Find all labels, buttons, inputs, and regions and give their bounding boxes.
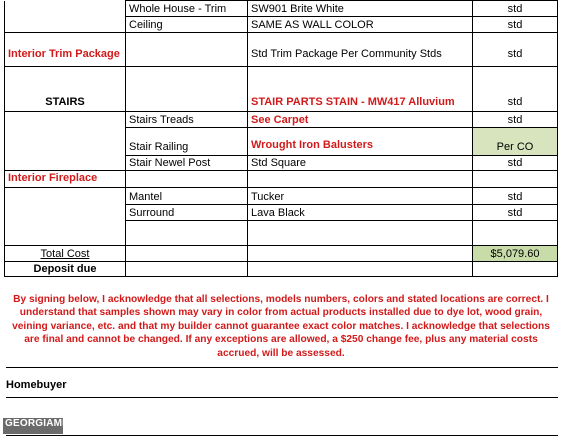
- total-cost-row: [5, 246, 558, 262]
- blank-cell: [126, 221, 248, 246]
- table-row: [5, 1, 558, 17]
- watermark-text: GEORGIAMLS: [5, 418, 76, 429]
- category-cell: [5, 188, 126, 205]
- blank-cell: [248, 262, 473, 277]
- table-row: [5, 171, 558, 188]
- item-cell: Stairs Treads: [126, 112, 248, 128]
- table-row: [5, 205, 558, 221]
- status-cell: [473, 171, 558, 188]
- table-row: [5, 33, 558, 67]
- item-cell: [126, 171, 248, 188]
- category-cell: Interior Fireplace: [5, 171, 126, 188]
- selections-table: [4, 0, 558, 277]
- selection-cell: SAME AS WALL COLOR: [248, 17, 473, 33]
- blank-cell: [126, 262, 248, 277]
- signature-line: [6, 435, 558, 436]
- table-row: [5, 188, 558, 205]
- category-cell: [5, 1, 126, 17]
- table-row: [5, 67, 558, 112]
- status-cell: Per CO: [473, 128, 558, 156]
- signature-line: [6, 397, 558, 398]
- category-cell: [5, 128, 126, 156]
- deposit-due-value: [473, 262, 558, 277]
- total-cost-label: Total Cost: [40, 248, 90, 260]
- table-row: [5, 128, 558, 156]
- selection-cell: Wrought Iron Balusters: [248, 128, 473, 156]
- status-cell: std: [473, 33, 558, 67]
- category-cell: [5, 205, 126, 221]
- selection-cell: Std Square: [248, 156, 473, 171]
- item-cell: Mantel: [126, 188, 248, 205]
- status-cell: std: [473, 188, 558, 205]
- status-cell: std: [473, 17, 558, 33]
- disclaimer-text: By signing below, I acknowledge that all selections, models numbers, colors and stated locations are correct. I understand that samples shown may vary in color from actual products installed due to dye lot, wood grain, veining variance, etc. and that my builder cannot guarantee exact color matches. I acknowledge that selections are final and cannot be changed. If any exceptions are allowed, a $250 change fee, plus any material costs accrued, will be assessed.: [12, 294, 550, 359]
- divider-line: [6, 367, 558, 368]
- category-cell: [5, 112, 126, 128]
- selection-cell: STAIR PARTS STAIN - MW417 Alluvium: [248, 67, 473, 112]
- selection-cell: SW901 Brite White: [248, 1, 473, 17]
- category-cell: Interior Trim Package: [5, 33, 126, 67]
- homebuyer-label: Homebuyer: [6, 379, 67, 391]
- category-cell: STAIRS: [5, 67, 126, 112]
- table-row: [5, 17, 558, 33]
- item-cell: [126, 67, 248, 112]
- selection-cell: Std Trim Package Per Community Stds: [248, 33, 473, 67]
- status-cell: std: [473, 156, 558, 171]
- total-cost-label-cell: [5, 246, 126, 262]
- selection-cell: Lava Black: [248, 205, 473, 221]
- status-cell: std: [473, 1, 558, 17]
- status-cell: std: [473, 112, 558, 128]
- blank-cell: [126, 246, 248, 262]
- item-cell: Stair Newel Post: [126, 156, 248, 171]
- selection-cell: [248, 171, 473, 188]
- blank-cell: [248, 221, 473, 246]
- georgiamls-watermark: [3, 418, 76, 434]
- blank-cell: [248, 246, 473, 262]
- item-cell: Ceiling: [126, 17, 248, 33]
- item-cell: Surround: [126, 205, 248, 221]
- blank-cell: [473, 221, 558, 246]
- deposit-due-row: [5, 262, 558, 277]
- blank-cell: [5, 221, 126, 246]
- item-cell: Whole House - Trim: [126, 1, 248, 17]
- table-row: [5, 221, 558, 246]
- status-cell: std: [473, 205, 558, 221]
- table-row: [5, 112, 558, 128]
- status-cell: std: [473, 67, 558, 112]
- selection-cell: See Carpet: [248, 112, 473, 128]
- item-cell: Stair Railing: [126, 128, 248, 156]
- category-cell: [5, 156, 126, 171]
- table-row: [5, 156, 558, 171]
- category-cell: [5, 17, 126, 33]
- item-cell: [126, 33, 248, 67]
- deposit-due-label: Deposit due: [5, 262, 126, 277]
- total-cost-value: $5,079.60: [473, 246, 558, 262]
- selection-cell: Tucker: [248, 188, 473, 205]
